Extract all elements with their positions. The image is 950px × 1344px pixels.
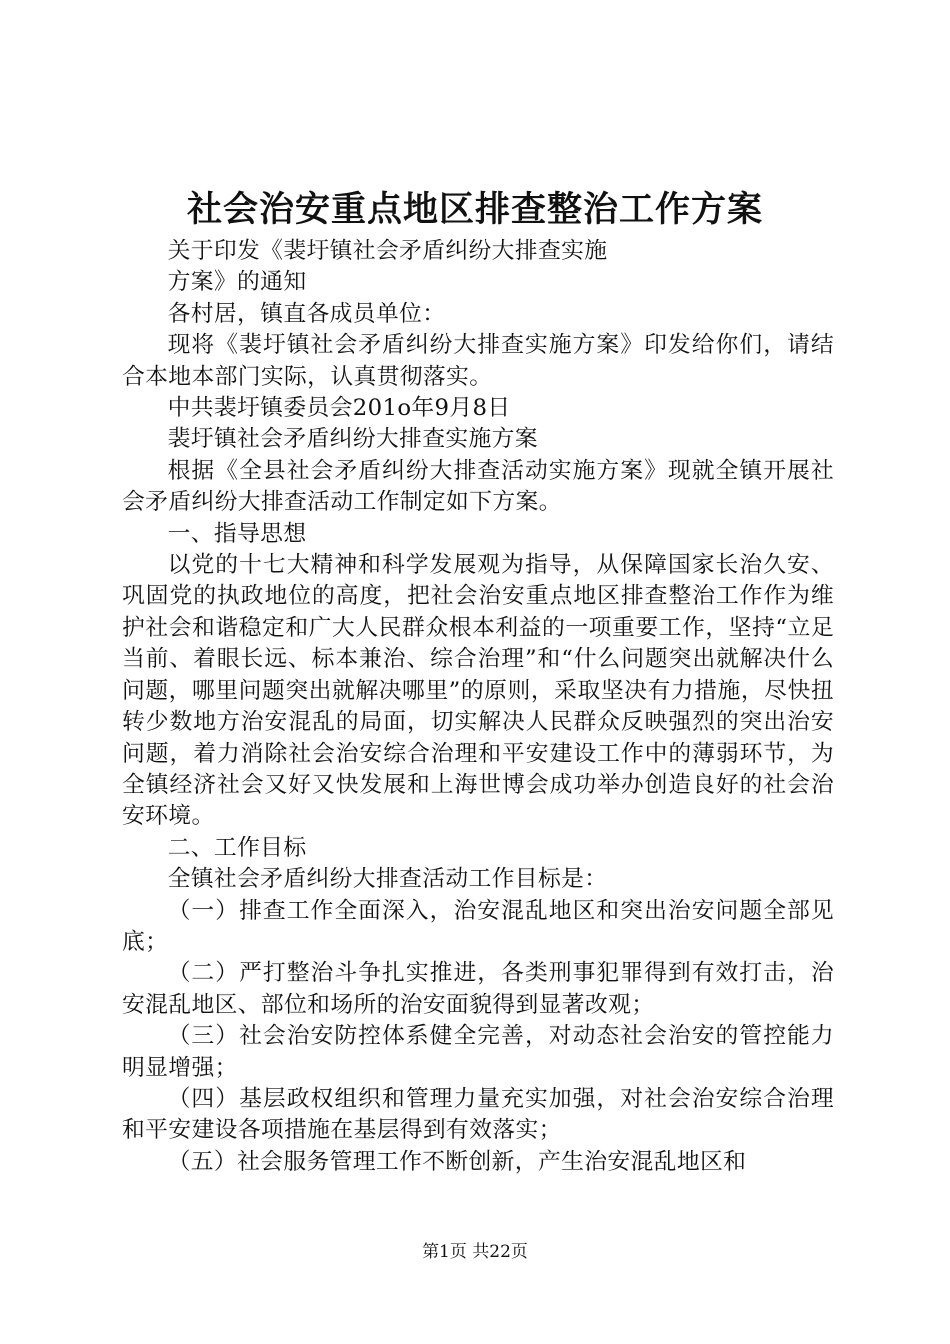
paragraph-notice-title-line-1: 关于印发《裴圩镇社会矛盾纠纷大排查实施 [167, 238, 608, 264]
paragraph-goal-5: （五）社会服务管理工作不断创新，产生治安混乱地区和 [167, 1148, 747, 1175]
paragraph-goal-3: （三）社会治安防控体系健全完善，对动态社会治安的管控能力明显增强； [122, 1023, 834, 1081]
page-footer: 第1页 共22页 [422, 1242, 528, 1262]
paragraph-goals-intro: 全镇社会矛盾纠纷大排查活动工作目标是： [167, 866, 608, 893]
paragraph-goal-4: （四）基层政权组织和管理力量充实加强，对社会治安综合治理和平安建设各项措施在基层得到有效落实； [122, 1085, 834, 1144]
section-heading-guiding-ideology: 一、指导思想 [167, 520, 307, 547]
document-title: 社会治安重点地区排查整治工作方案 [186, 189, 763, 230]
paragraph-issuer-date: 中共裴圩镇委员会201o年9月8日 [167, 395, 511, 422]
section-heading-work-goals: 二、工作目标 [167, 834, 307, 861]
paragraph-notice-title-line-2: 方案》的通知 [167, 269, 307, 296]
paragraph-goal-2: （二）严打整治斗争扎实推进，各类刑事犯罪得到有效打击，治安混乱地区、部位和场所的治安面貌得到显著改观； [122, 960, 834, 1018]
paragraph-plan-title: 裴圩镇社会矛盾纠纷大排查实施方案 [167, 426, 538, 453]
document-body [122, 236, 834, 1178]
paragraph-goal-1: （一）排查工作全面深入，治安混乱地区和突出治安问题全部见底； [122, 897, 834, 955]
paragraph-guiding-ideology: 以党的十七大精神和科学发展观为指导，从保障国家长治久安、巩固党的执政地位的高度，把社会治安重点地区排查整治工作作为维护社会和谐稳定和广大人民群众根本利益的一项重要工作，坚持“立足当前、着眼长远、标本兼治、综合治理”和“什么问题突出就解决什么问题，哪里问题突出就解决哪里”的原则，采取坚决有力措施，尽快扭转少数地方治安混乱的局面，切实解决人民群众反映强烈的突出治安问题，着力消除社会治安综合治理和平安建设工作中的薄弱环节，为全镇经济社会又好又快发展和上海世博会成功举办创造良好的社会治安环境。 [122, 552, 834, 830]
paragraph-distribution: 现将《裴圩镇社会矛盾纠纷大排查实施方案》印发给你们，请结合本地本部门实际，认真贯彻落实。 [122, 332, 834, 390]
paragraph-recipients: 各村居，镇直各成员单位： [167, 300, 446, 327]
paragraph-basis: 根据《全县社会矛盾纠纷大排查活动实施方案》现就全镇开展社会矛盾纠纷大排查活动工作制定如下方案。 [122, 457, 834, 516]
